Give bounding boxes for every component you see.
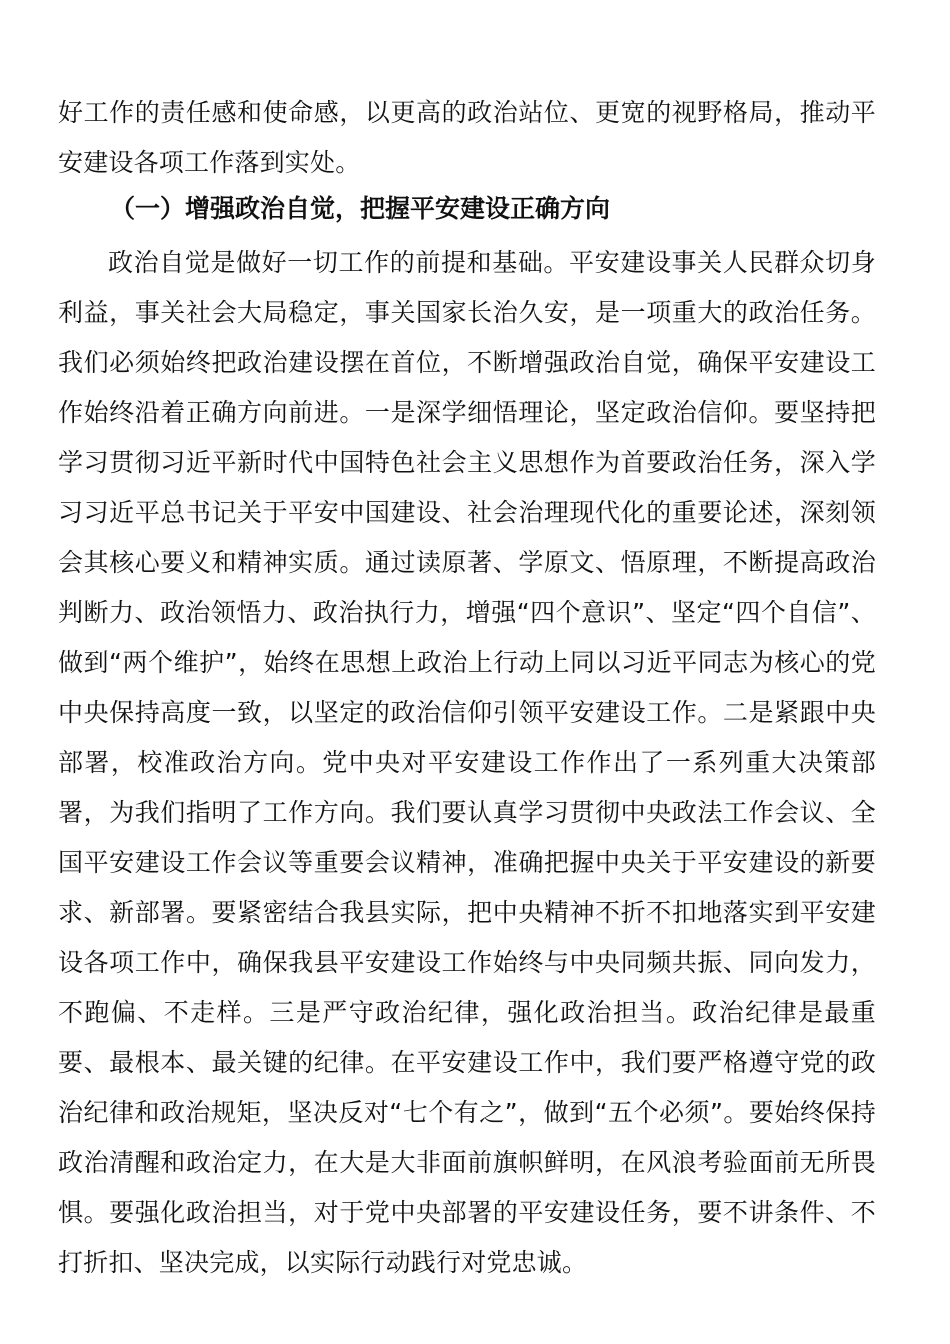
- intro-paragraph: 好工作的责任感和使命感，以更高的政治站位、更宽的视野格局，推动平安建设各项工作落到实处。: [58, 98, 876, 177]
- section-heading: （一）增强政治自觉，把握平安建设正确方向: [110, 193, 611, 223]
- body-paragraph: 政治自觉是做好一切工作的前提和基础。平安建设事关人民群众切身利益，事关社会大局稳定，事关国家长治久安，是一项重大的政治任务。我们必须始终把政治建设摆在首位，不断增强政治自觉，确保平安建设工作始终沿着正确方向前进。一是深学细悟理论，坚定政治信仰。要坚持把学习贯彻习近平新时代中国特色社会主义思想作为首要政治任务，深入学习习近平总书记关于平安中国建设、社会治理现代化的重要论述，深刻领会其核心要义和精神实质。通过读原著、学原文、悟原理，不断提高政治判断力、政治领悟力、政治执行力，增强“四个意识”、坚定“四个自信”、做到“两个维护”，始终在思想上政治上行动上同以习近平同志为核心的党中央保持高度一致，以坚定的政治信仰引领平安建设工作。二是紧跟中央部署，校准政治方向。党中央对平安建设工作作出了一系列重大决策部署，为我们指明了工作方向。我们要认真学习贯彻中央政法工作会议、全国平安建设工作会议等重要会议精神，准确把握中央关于平安建设的新要求、新部署。要紧密结合我县实际，把中央精神不折不扣地落实到平安建设各项工作中，确保我县平安建设工作始终与中央同频共振、同向发力，不跑偏、不走样。三是严守政治纪律，强化政治担当。政治纪律是最重要、最根本、最关键的纪律。在平安建设工作中，我们要严格遵守党的政治纪律和政治规矩，坚决反对“七个有之”，做到“五个必须”。要始终保持政治清醒和政治定力，在大是大非面前旗帜鲜明，在风浪考验面前无所畏惧。要强化政治担当，对于党中央部署的平安建设任务，要不讲条件、不打折扣、坚决完成，以实际行动践行对党忠诚。: [58, 248, 876, 1277]
